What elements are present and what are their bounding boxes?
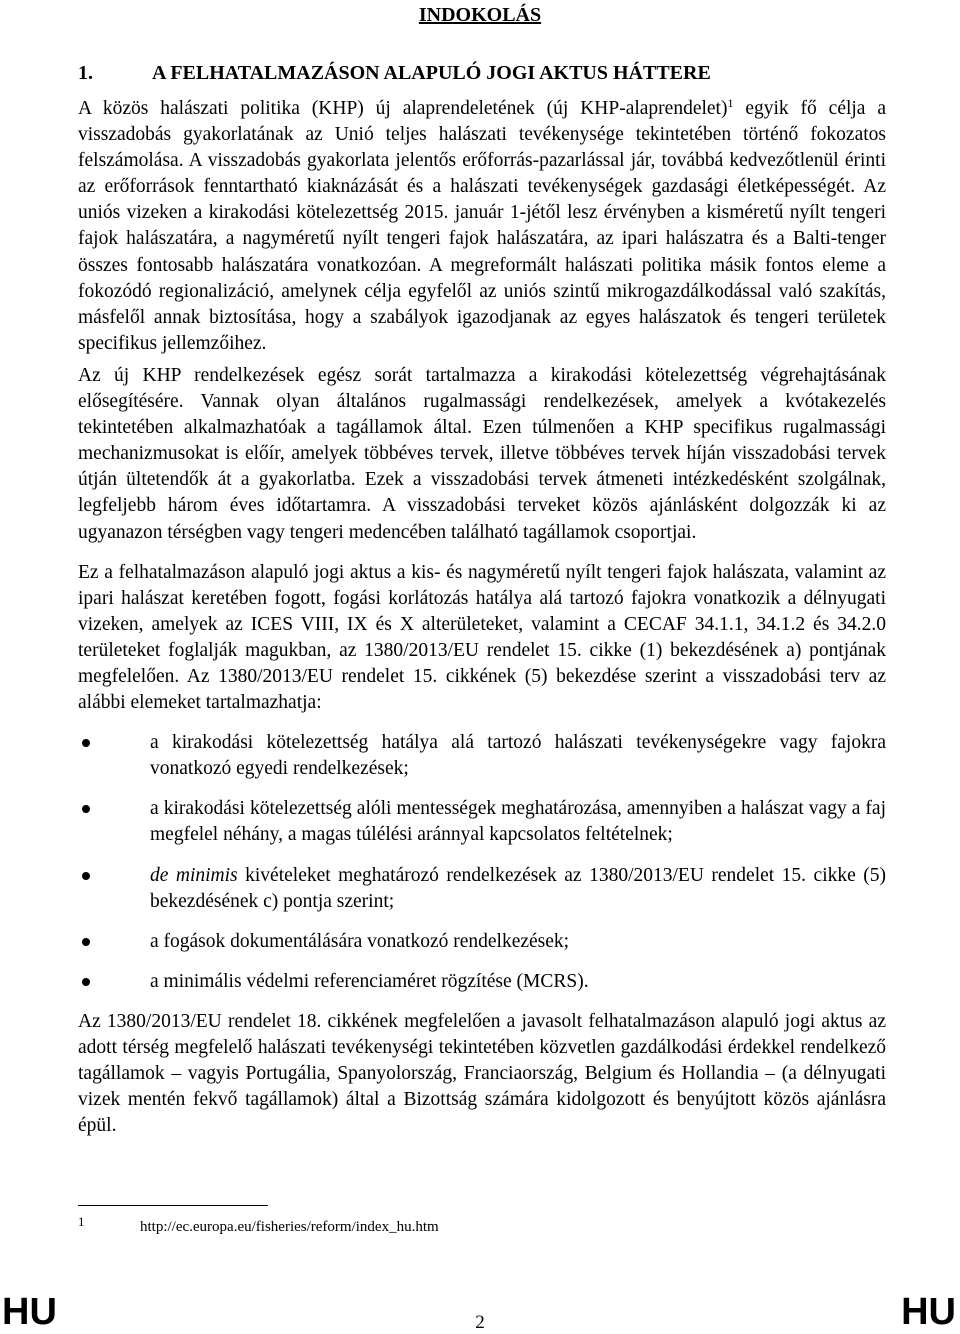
bullet-list — [78, 730, 886, 995]
bullet-icon — [82, 872, 90, 880]
list-item-text: a minimális védelmi referenciaméret rögzítése (MCRS). — [150, 970, 589, 992]
footnote-link[interactable]: http://ec.europa.eu/fisheries/reform/index_hu.htm — [140, 1219, 439, 1235]
language-code-right: HU — [901, 1291, 956, 1333]
section-heading-text: A FELHATALMAZÁSON ALAPULÓ JOGI AKTUS HÁTTERE — [152, 62, 711, 84]
paragraph-3: Ez a felhatalmazáson alapuló jogi aktus a kis- és nagyméretű nyílt tengeri fajok halászata, valamint az ipari halászat keretében fogott, fogási korlátozás hatálya alá tartozó fajokra vonatkozik a délnyugati vizeken, amelyek az ICES VIII, IX és X alterületeket, valamint a CECAF 34.1.1, 34.1.2 és 34.2.0 területeket foglalják magukban, az 1380/2013/EU rendelet 15. cikke (1) bekezdésének a) pontjának megfelelően. Az 1380/2013/EU rendelet 15. cikkének (5) bekezdése szerint a visszadobási terv az alábbi elemeket tartalmazhatja: — [78, 561, 886, 714]
list-item — [78, 929, 886, 955]
footnote-divider — [78, 1205, 268, 1206]
paragraph-2: Az új KHP rendelkezések egész sorát tartalmazza a kirakodási kötelezettség végrehajtásának elősegítésére. Vannak olyan általános rugalmassági rendelkezések, amelyek a kvótakezelés tekintetében alkalmazhatóak a tagállamok által. Ezen túlmenően a KHP specifikus rugalmassági mechanizmusokat is előír, amelyek többéves tervek, illetve többéves tervek híján visszadobási tervek útján ültetendők át a gyakorlatba. Ezek a visszadobási tervek átmeneti intézkedésként szolgálnak, legfeljebb három éves időtartamra. A visszadobási terveket közös ajánlásként dolgozzák ki az ugyanazon térségben vagy tengeri medencében található tagállamok csoportjai. — [78, 364, 886, 543]
list-item-italic-term: de minimis — [150, 864, 238, 886]
paragraph-1-part-a: A közös halászati politika (KHP) új alaprendeletének (új KHP-alaprendelet) — [78, 98, 728, 119]
list-item-text: a kirakodási kötelezettség alóli mentességek meghatározása, amennyiben a halászat vagy a faj megfelel néhány, a magas túlélési aránnyal kapcsolatos feltételnek; — [150, 798, 886, 846]
document-title: INDOKOLÁS — [418, 4, 542, 26]
footnote — [78, 1212, 439, 1237]
list-item-text: kivételeket meghatározó rendelkezések az 1380/2013/EU rendelet 15. cikke (5) bekezdésének c) pontja szerint; — [150, 864, 886, 912]
paragraph-1 — [78, 96, 886, 357]
list-item — [78, 863, 886, 915]
bullet-icon — [82, 978, 90, 986]
bullet-icon — [82, 938, 90, 946]
section-heading — [78, 60, 711, 86]
footnote-reference: 1 — [727, 96, 734, 110]
footnote-number: 1 — [78, 1214, 85, 1229]
list-item-text: a kirakodási kötelezettség hatálya alá tartozó halászati tevékenységekre vagy fajokra vonatkozó egyedi rendelkezések; — [150, 732, 886, 780]
list-item — [78, 969, 886, 995]
page-number: 2 — [475, 1312, 485, 1333]
document-body — [78, 96, 886, 1139]
section-number: 1. — [78, 62, 93, 84]
paragraph-1-part-b: egyik fő célja a visszadobás gyakorlatának az Unió teljes halászati tevékenysége tekintetében történő fokozatos felszámolása. A visszadobás gyakorlata jelentős erőforrás-pazarlással jár, továbbá kedvezőtlenül érinti az erőforrások fenntartható kiaknázását és a halászati tevékenységek gazdasági életképességét. Az uniós vizeken a kirakodási kötelezettség 2015. január 1-jétől lesz érvényben a kisméretű nyílt tengeri fajok halászatára, a nagyméretű nyílt tengeri fajok halászatára, az ipari halászatra és a Balti-tenger összes fontosabb halászatára vonatkozóan. A megreformált halászati politika másik fontos eleme a fokozódó regionalizáció, amelynek célja egyfelől az uniós szintű mikrogazdálkodással való szakítás, másfelől annak biztosítása, hogy a szabályok igazodjanak az egyes halászatok és tengeri területek specifikus jellemzőihez. — [78, 98, 886, 354]
paragraph-4: Az 1380/2013/EU rendelet 18. cikkének megfelelően a javasolt felhatalmazáson alapuló jogi aktus az adott térség megfelelő halászati tevékenységi tekintetében közvetlen gazdálkodási érdekkel rendelkező tagállamok – vagyis Portugália, Spanyolország, Franciaország, Belgium és Hollandia – (a délnyugati vizek mentén fekvő tagállamok) által a Bizottság számára kidolgozott és benyújtott közös ajánlásra épül. — [78, 1010, 886, 1137]
list-item — [78, 730, 886, 782]
list-item — [78, 796, 886, 848]
bullet-icon — [82, 805, 90, 813]
list-item-text: a fogások dokumentálására vonatkozó rendelkezések; — [150, 930, 570, 952]
language-code-left: HU — [2, 1291, 57, 1333]
bullet-icon — [82, 739, 90, 747]
